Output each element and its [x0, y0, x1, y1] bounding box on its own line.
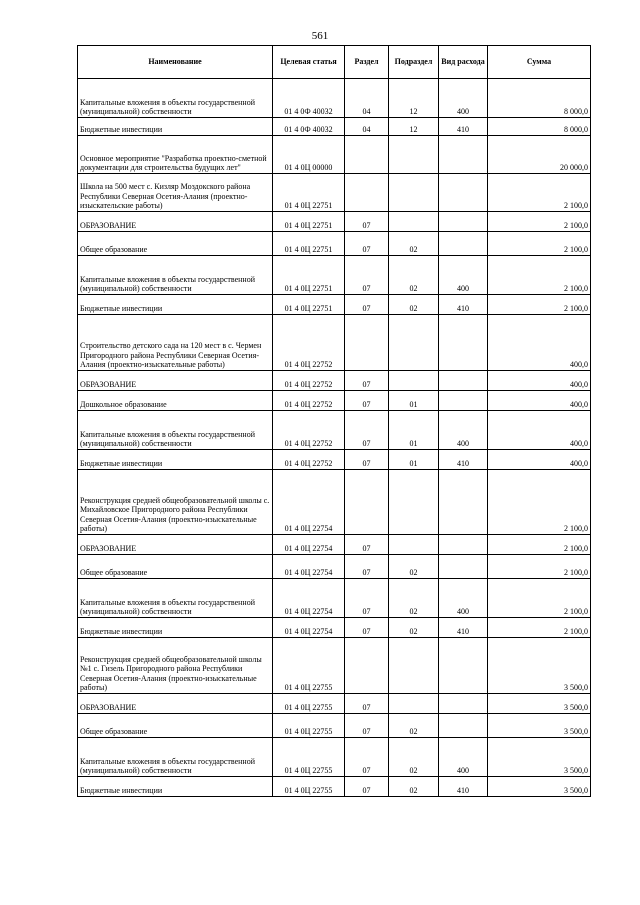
table-row [78, 470, 591, 535]
row-subsection: 02 [389, 295, 439, 315]
row-section: 07 [345, 555, 389, 579]
row-expense-type: 410 [439, 450, 488, 470]
row-name: ОБРАЗОВАНИЕ [78, 535, 273, 555]
row-section [345, 174, 389, 212]
row-amount: 400,0 [488, 371, 591, 391]
table-row [78, 295, 591, 315]
row-name: Капитальные вложения в объекты государственной (муниципальной) собственности [78, 738, 273, 777]
row-amount: 400,0 [488, 411, 591, 450]
row-amount: 3 500,0 [488, 777, 591, 797]
row-name: Капитальные вложения в объекты государственной (муниципальной) собственности [78, 256, 273, 295]
row-name: Общее образование [78, 555, 273, 579]
row-expense-type: 400 [439, 79, 488, 118]
row-article: 01 4 0Ц 22754 [273, 470, 345, 535]
row-article: 01 4 0Ц 22754 [273, 618, 345, 638]
row-name: Общее образование [78, 714, 273, 738]
table-row [78, 411, 591, 450]
row-expense-type: 410 [439, 118, 488, 136]
row-name: ОБРАЗОВАНИЕ [78, 371, 273, 391]
table-row [78, 555, 591, 579]
row-expense-type [439, 136, 488, 174]
row-subsection: 01 [389, 411, 439, 450]
table-row [78, 212, 591, 232]
row-expense-type [439, 638, 488, 694]
row-expense-type [439, 212, 488, 232]
table-row [78, 714, 591, 738]
row-article: 01 4 0Ц 22752 [273, 391, 345, 411]
row-expense-type [439, 555, 488, 579]
row-section: 04 [345, 118, 389, 136]
row-amount: 8 000,0 [488, 79, 591, 118]
row-subsection [389, 694, 439, 714]
row-amount: 400,0 [488, 315, 591, 371]
row-expense-type: 400 [439, 579, 488, 618]
row-section: 07 [345, 411, 389, 450]
row-section: 07 [345, 212, 389, 232]
row-expense-type [439, 391, 488, 411]
table-row [78, 391, 591, 411]
row-article: 01 4 0Ц 22751 [273, 295, 345, 315]
row-expense-type: 400 [439, 256, 488, 295]
row-section: 04 [345, 79, 389, 118]
row-section [345, 470, 389, 535]
row-amount: 3 500,0 [488, 738, 591, 777]
row-amount: 2 100,0 [488, 555, 591, 579]
header-name: Наименование [78, 46, 273, 79]
row-amount: 2 100,0 [488, 212, 591, 232]
row-amount: 2 100,0 [488, 174, 591, 212]
row-amount: 3 500,0 [488, 714, 591, 738]
row-amount: 8 000,0 [488, 118, 591, 136]
row-section: 07 [345, 618, 389, 638]
row-subsection: 02 [389, 777, 439, 797]
row-subsection [389, 174, 439, 212]
row-section: 07 [345, 579, 389, 618]
row-amount: 2 100,0 [488, 295, 591, 315]
row-subsection: 02 [389, 618, 439, 638]
row-amount: 2 100,0 [488, 470, 591, 535]
row-subsection [389, 535, 439, 555]
table-row [78, 79, 591, 118]
row-section [345, 136, 389, 174]
row-name: Основное мероприятие "Разработка проектно-сметной документации для строительства будущих лет" [78, 136, 273, 174]
table-row [78, 579, 591, 618]
row-section: 07 [345, 450, 389, 470]
table-row [78, 535, 591, 555]
row-name: Бюджетные инвестиции [78, 450, 273, 470]
row-amount: 2 100,0 [488, 618, 591, 638]
table-row [78, 371, 591, 391]
row-name: Дошкольное образование [78, 391, 273, 411]
row-section: 07 [345, 371, 389, 391]
table-row [78, 777, 591, 797]
row-article: 01 4 0Ф 40032 [273, 118, 345, 136]
row-name: Школа на 500 мест с. Кизляр Моздокского района Республики Северная Осетия-Алания (проектно-изыскательские работы) [78, 174, 273, 212]
table-header-row [78, 46, 591, 79]
table-row [78, 174, 591, 212]
row-subsection: 02 [389, 256, 439, 295]
row-subsection: 02 [389, 579, 439, 618]
row-amount: 2 100,0 [488, 256, 591, 295]
row-section: 07 [345, 295, 389, 315]
row-subsection: 02 [389, 232, 439, 256]
row-subsection: 01 [389, 391, 439, 411]
row-subsection [389, 212, 439, 232]
row-section: 07 [345, 738, 389, 777]
row-expense-type [439, 470, 488, 535]
row-article: 01 4 0Ф 40032 [273, 79, 345, 118]
row-name: Бюджетные инвестиции [78, 295, 273, 315]
row-article: 01 4 0Ц 22755 [273, 777, 345, 797]
table-row [78, 256, 591, 295]
row-expense-type [439, 315, 488, 371]
row-name: Капитальные вложения в объекты государственной (муниципальной) собственности [78, 411, 273, 450]
row-article: 01 4 0Ц 22751 [273, 256, 345, 295]
row-amount: 20 000,0 [488, 136, 591, 174]
table-row [78, 618, 591, 638]
row-section: 07 [345, 232, 389, 256]
row-article: 01 4 0Ц 22755 [273, 638, 345, 694]
row-article: 01 4 0Ц 22754 [273, 535, 345, 555]
row-subsection [389, 470, 439, 535]
budget-table [77, 45, 591, 797]
row-section: 07 [345, 714, 389, 738]
row-article: 01 4 0Ц 22751 [273, 174, 345, 212]
row-article: 01 4 0Ц 22752 [273, 315, 345, 371]
row-expense-type [439, 174, 488, 212]
row-expense-type [439, 714, 488, 738]
row-article: 01 4 0Ц 22755 [273, 694, 345, 714]
row-name: Строительство детского сада на 120 мест в с. Чермен Пригородного района Республики Северная Осетия-Алания (проектно-изыскательные работы) [78, 315, 273, 371]
row-article: 01 4 0Ц 22752 [273, 450, 345, 470]
table-row [78, 738, 591, 777]
row-article: 01 4 0Ц 22754 [273, 555, 345, 579]
row-subsection [389, 315, 439, 371]
row-name: Общее образование [78, 232, 273, 256]
row-amount: 400,0 [488, 391, 591, 411]
row-subsection: 02 [389, 555, 439, 579]
row-expense-type [439, 232, 488, 256]
table-row [78, 315, 591, 371]
row-name: Реконструкция средней общеобразовательной школы с. Михайловское Пригородного района Республики Северная Осетия-Алания (проектно-изыскательные работы) [78, 470, 273, 535]
row-article: 01 4 0Ц 22751 [273, 212, 345, 232]
row-expense-type: 410 [439, 295, 488, 315]
header-subsection: Подраздел [389, 46, 439, 79]
row-section: 07 [345, 256, 389, 295]
row-article: 01 4 0Ц 00000 [273, 136, 345, 174]
row-subsection [389, 371, 439, 391]
row-expense-type: 410 [439, 777, 488, 797]
row-expense-type [439, 371, 488, 391]
row-section: 07 [345, 694, 389, 714]
row-name: Капитальные вложения в объекты государственной (муниципальной) собственности [78, 79, 273, 118]
header-article: Целевая статья [273, 46, 345, 79]
row-section: 07 [345, 535, 389, 555]
row-subsection: 02 [389, 714, 439, 738]
row-name: ОБРАЗОВАНИЕ [78, 694, 273, 714]
row-amount: 2 100,0 [488, 535, 591, 555]
table-row [78, 118, 591, 136]
row-expense-type [439, 535, 488, 555]
table-row [78, 232, 591, 256]
row-subsection [389, 638, 439, 694]
row-expense-type [439, 694, 488, 714]
header-amount: Сумма [488, 46, 591, 79]
row-section [345, 315, 389, 371]
table-row [78, 136, 591, 174]
header-expense-type: Вид расхода [439, 46, 488, 79]
row-subsection: 02 [389, 738, 439, 777]
row-article: 01 4 0Ц 22752 [273, 371, 345, 391]
row-amount: 2 100,0 [488, 579, 591, 618]
row-name: Капитальные вложения в объекты государственной (муниципальной) собственности [78, 579, 273, 618]
table-row [78, 638, 591, 694]
row-amount: 3 500,0 [488, 694, 591, 714]
row-expense-type: 400 [439, 738, 488, 777]
row-name: Бюджетные инвестиции [78, 777, 273, 797]
row-amount: 400,0 [488, 450, 591, 470]
row-article: 01 4 0Ц 22752 [273, 411, 345, 450]
row-name: Бюджетные инвестиции [78, 118, 273, 136]
row-subsection: 12 [389, 118, 439, 136]
row-article: 01 4 0Ц 22755 [273, 714, 345, 738]
row-section: 07 [345, 391, 389, 411]
row-section [345, 638, 389, 694]
page-number: 561 [311, 30, 329, 42]
row-article: 01 4 0Ц 22751 [273, 232, 345, 256]
row-section: 07 [345, 777, 389, 797]
row-subsection [389, 136, 439, 174]
table-row [78, 694, 591, 714]
row-expense-type: 400 [439, 411, 488, 450]
row-name: Бюджетные инвестиции [78, 618, 273, 638]
row-article: 01 4 0Ц 22755 [273, 738, 345, 777]
row-article: 01 4 0Ц 22754 [273, 579, 345, 618]
row-name: ОБРАЗОВАНИЕ [78, 212, 273, 232]
row-expense-type: 410 [439, 618, 488, 638]
table-row [78, 450, 591, 470]
row-amount: 2 100,0 [488, 232, 591, 256]
row-subsection: 01 [389, 450, 439, 470]
row-name: Реконструкция средней общеобразовательной школы №1 с. Гизель Пригородного района Республики Северная Осетия-Алания (проектно-изыскательные работы) [78, 638, 273, 694]
header-section: Раздел [345, 46, 389, 79]
row-amount: 3 500,0 [488, 638, 591, 694]
row-subsection: 12 [389, 79, 439, 118]
